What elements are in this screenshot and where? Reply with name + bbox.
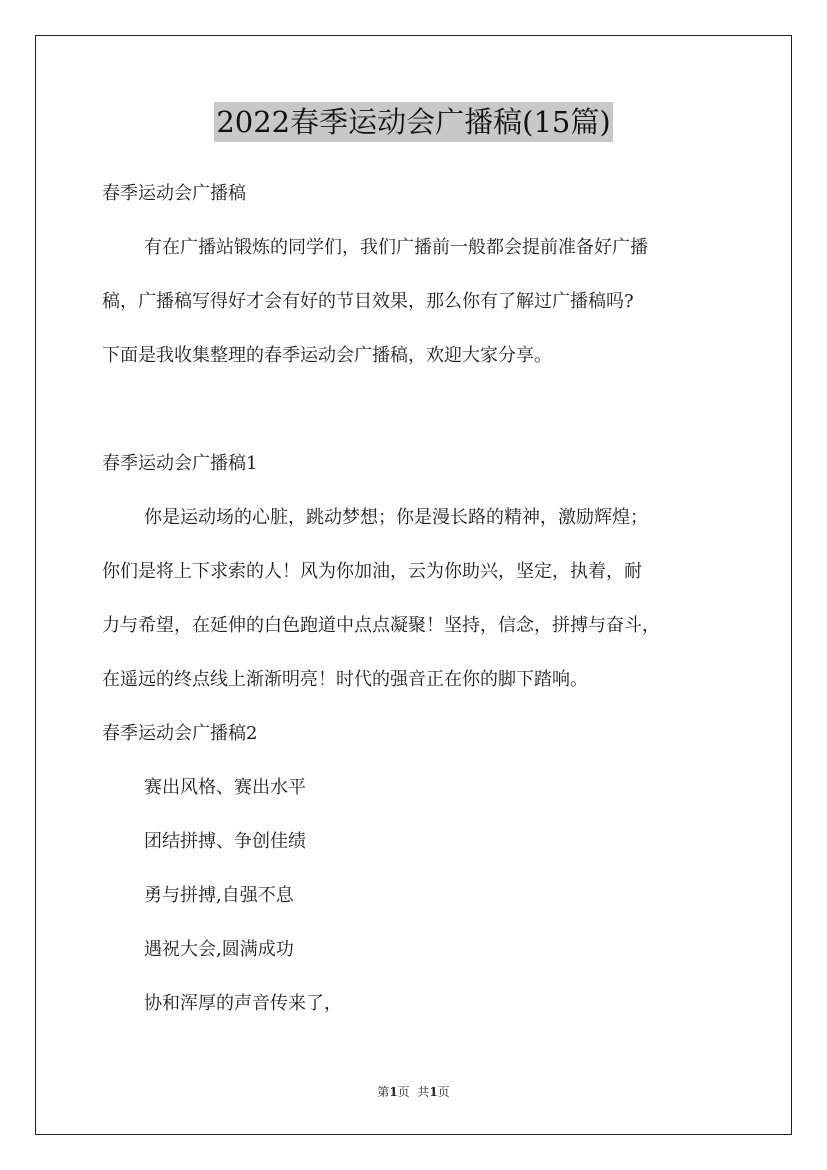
page-footer: [0, 1083, 827, 1101]
paragraph-line: 稿，广播稿写得好才会有好的节目效果，那么你有了解过广播稿吗?: [102, 291, 634, 312]
section-heading-2: 春季运动会广播稿2: [102, 723, 258, 744]
paragraph-line: 有在广播站锻炼的同学们，我们广播前一般都会提前准备好广播: [144, 237, 648, 258]
section-heading-intro: 春季运动会广播稿: [102, 183, 246, 204]
paragraph-line: 你们是将上下求索的人！风为你加油，云为你助兴，坚定，执着，耐: [102, 561, 642, 582]
footer-page-number: 1: [389, 1085, 398, 1099]
title-wrap: [0, 102, 827, 142]
slogan-line: 协和浑厚的声音传来了，: [144, 993, 342, 1014]
slogan-line: 赛出风格、赛出水平: [144, 777, 306, 798]
paragraph-line: 下面是我收集整理的春季运动会广播稿，欢迎大家分享。: [102, 345, 552, 366]
slogan-line: 团结拼搏、争创佳绩: [144, 831, 306, 852]
paragraph-line: 力与希望，在延伸的白色跑道中点点凝聚！坚持，信念，拼搏与奋斗，: [102, 615, 660, 636]
section-heading-1: 春季运动会广播稿1: [102, 453, 258, 474]
paragraph-line: 你是运动场的心脏，跳动梦想；你是漫长路的精神，激励辉煌；: [144, 507, 648, 528]
footer-mid: 页 共: [397, 1085, 430, 1099]
slogan-line: 勇与拼搏,自强不息: [144, 885, 294, 906]
document-title: 2022春季运动会广播稿(15篇): [214, 102, 612, 142]
paragraph-line: 在遥远的终点线上渐渐明亮！时代的强音正在你的脚下踏响。: [102, 669, 588, 690]
footer-suffix: 页: [437, 1085, 450, 1099]
footer-total-pages: 1: [429, 1085, 438, 1099]
footer-prefix: 第: [377, 1085, 390, 1099]
slogan-line: 遇祝大会,圆满成功: [144, 939, 294, 960]
